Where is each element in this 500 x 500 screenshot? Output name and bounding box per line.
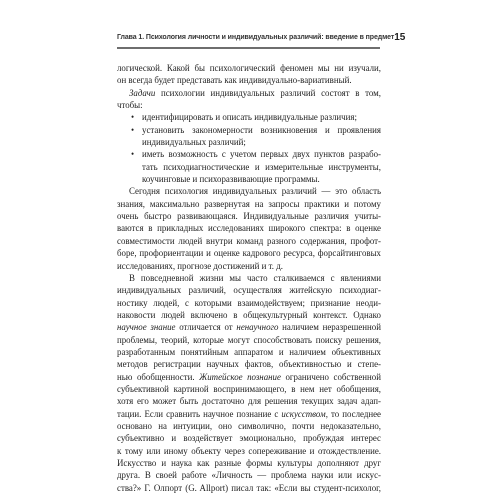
bullet-marker: • (131, 149, 135, 160)
text-line: друга. В своей работе «Личность — проблема науки или искус- (117, 470, 381, 481)
text-line: совместимости людей внутри команд разного содержания, профот- (117, 235, 381, 246)
text-line: наковости людей включено в общекультурный контекст. Однако (117, 309, 381, 320)
text-line: субъективно и воздействует эмоционально, пробуждая интерес (117, 433, 381, 444)
text-line: методов регистрации научных фактов, объективностью и степе- (117, 359, 381, 370)
text-line: он всегда будет представать как индивидуально-вариативный. (117, 75, 352, 86)
text-line: основано на интуиции, оно символично, почти недоказательно, (117, 420, 381, 431)
bullet-marker: • (131, 124, 135, 135)
text-line: очень быстро развивающаяся. Индивидуальные различия учиты- (117, 211, 381, 222)
text-line: разработанным понятийным аппаратом и наличием объективных (117, 346, 381, 357)
text-line: исследованиях, прогнозе достижений и т. д. (117, 260, 283, 271)
page-number: 15 (394, 31, 406, 43)
list-item: • установить закономерности возникновения и проявления (131, 124, 381, 135)
text-line: ваются в прикладных исследованиях широкого спектра: в оценке (117, 223, 381, 234)
body-text (117, 62, 381, 494)
text-line: Задачи психологии индивидуальных различий состоят в том, (129, 87, 381, 98)
chapter-title: Глава 1. Психология личности и индивидуальных различий: введение в предмет (117, 33, 395, 41)
emphasis-tasks: Задачи (129, 87, 156, 98)
text-line: ства?» Г. Олпорт (G. Allport) писал так: «Если вы студент-психолог, (117, 482, 381, 493)
text-line: к тому или иному объекту через сопереживание и отождествление. (117, 445, 381, 456)
text-line: коучинговые и психоразвивающие программы. (142, 174, 320, 185)
running-header (117, 29, 406, 49)
text-line: субъективной картиной воспринимающего, в нем нет обобщения, (117, 383, 381, 394)
text-line: проблемы, теорий, которые могут способствовать поиску решения, (117, 334, 381, 345)
emphasis-everyday: Житейское познание (199, 371, 281, 382)
text-line: нью обобщенности. Житейское познание ограничено собственной (117, 371, 381, 382)
text-line: В повседневной жизни мы часто сталкиваемся с явлениями (129, 272, 381, 283)
text-line: чтобы: (117, 100, 143, 111)
text-line: научное знание отличается от ненаучного наличием неразрешенной (117, 322, 381, 333)
text-line: Сегодня психология индивидуальных различий — это область (129, 186, 381, 197)
list-item: • иметь возможность с учетом первых двух пунктов разрабо- (131, 149, 381, 160)
emphasis-nonscientific: ненаучного (236, 322, 279, 333)
text-line: хотя его может быть достаточно для решения текущих задач адап- (117, 396, 381, 407)
text-line: тать психодиагностические и измерительные инструменты, (142, 161, 381, 172)
text-line: боре, профориентации и оценке кадрового ресурса, форсайтинговых (117, 248, 381, 259)
emphasis-art: искусством (281, 408, 326, 419)
text-line: знания, максимально развернутая на запросы практики и потому (117, 198, 381, 209)
bullet-marker: • (131, 112, 135, 123)
emphasis-scientific: научное знание (117, 322, 176, 333)
text-line: логической. Какой бы психологический феномен мы ни изучали, (117, 63, 381, 73)
text-line: тации. Если сравнить научное познание с искусством, то последнее (117, 408, 381, 419)
text-line: индивидуальных различий; (142, 137, 246, 148)
text-line: Искусство и наука как разные формы культуры дополняют друг (117, 458, 381, 468)
text-line: индивидуальных различий, осуществляя житейскую психодиаг- (117, 285, 381, 296)
list-item: • идентифицировать и описать индивидуальные различия; (131, 112, 357, 123)
text-line: ностику людей, с которыми взаимодействуем; признание неоди- (117, 297, 381, 308)
